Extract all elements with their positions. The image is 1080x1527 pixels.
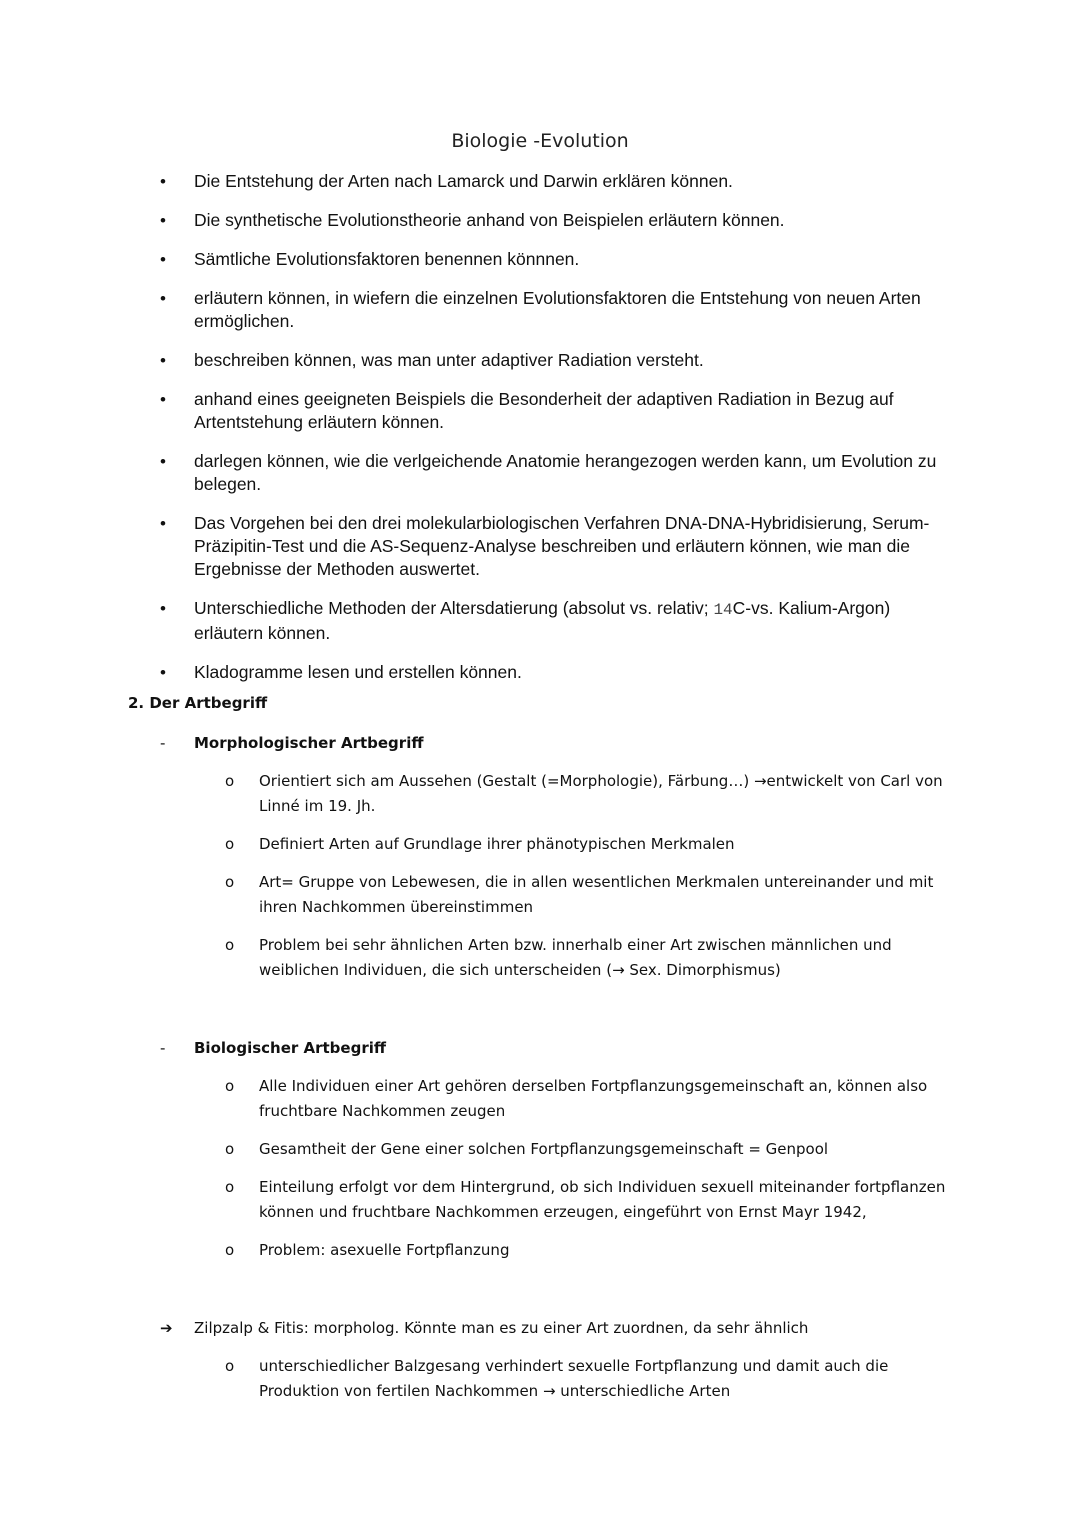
bullet-icon: • [160, 172, 166, 191]
list-item: o Art= Gruppe von Lebewesen, die in allen wesentlichen Merkmalen untereinander und mit ihren Nachkommen übereinstimmen [0, 870, 1080, 920]
bullet-icon: • [160, 250, 166, 269]
objective-item: • Das Vorgehen bei den drei molekularbiologischen Verfahren DNA-DNA-Hybridisierung, Serum-Präzipitin-Test und die AS-Sequenz-Analyse beschreiben und erläutern können, wie man die Ergebnisse der Methoden auswertet. [160, 513, 930, 579]
objective-item: • Die synthetische Evolutionstheorie anhand von Beispielen erläutern können. [160, 210, 785, 230]
objective-item: • Kladogramme lesen und erstellen können. [160, 662, 522, 682]
circle-bullet-icon: o [225, 1178, 235, 1196]
circle-bullet-icon: o [225, 1077, 235, 1095]
circle-bullet-icon: o [225, 1357, 235, 1375]
bullet-icon: • [160, 390, 166, 409]
circle-bullet-icon: o [225, 1241, 235, 1259]
subsection-heading: - Biologischer Artbegriff [0, 1036, 1080, 1061]
objective-item: • erläutern können, in wiefern die einzelnen Evolutionsfaktoren die Entstehung von neuen Arten ermöglichen. [160, 288, 921, 331]
biological-species-section [0, 1036, 1080, 1276]
bullet-icon: • [160, 289, 166, 308]
section-heading: 2. Der Artbegriff [128, 694, 268, 712]
bullet-icon: • [160, 599, 166, 618]
example-line: ➔ Zilpzalp & Fitis: morpholog. Könnte man es zu einer Art zuordnen, da sehr ähnlich [0, 1316, 1080, 1341]
bullet-icon: • [160, 452, 166, 471]
list-item: o Einteilung erfolgt vor dem Hintergrund, ob sich Individuen sexuell miteinander fortpflanzen können und fruchtbare Nachkommen erzeugen, eingeführt von Ernst Mayr 1942, [0, 1175, 1080, 1225]
circle-bullet-icon: o [225, 873, 235, 891]
list-item: o Orientiert sich am Aussehen (Gestalt (=Morphologie), Färbung…) →entwickelt von Carl von Linné im 19. Jh. [0, 769, 1080, 819]
objective-item: • darlegen können, wie die verlgeichende Anatomie herangezogen werden kann, um Evolution zu belegen. [160, 451, 937, 494]
example-section [0, 1316, 1080, 1417]
dash-icon: - [160, 734, 166, 752]
arrow-right-icon: ➔ [160, 1319, 173, 1337]
list-item: o unterschiedlicher Balzgesang verhindert sexuelle Fortpflanzung und damit auch die Produktion von fertilen Nachkommen → unterschiedliche Arten [0, 1354, 1080, 1404]
bullet-icon: • [160, 211, 166, 230]
dash-icon: - [160, 1039, 166, 1057]
objective-item: • Die Entstehung der Arten nach Lamarck und Darwin erklären können. [160, 171, 733, 191]
circle-bullet-icon: o [225, 1140, 235, 1158]
circle-bullet-icon: o [225, 936, 235, 954]
page-title: Biologie -Evolution [451, 130, 629, 152]
subsection-heading: - Morphologischer Artbegriff [0, 731, 1080, 756]
list-item: o Problem bei sehr ähnlichen Arten bzw. innerhalb einer Art zwischen männlichen und weiblichen Individuen, die sich unterscheiden (→ Sex. Dimorphismus) [0, 933, 1080, 983]
learning-objectives-list [0, 170, 1080, 700]
objective-item: • anhand eines geeigneten Beispiels die Besonderheit der adaptiven Radiation in Bezug auf Artentstehung erläutern können. [160, 389, 894, 432]
morphological-species-section [0, 731, 1080, 996]
circle-bullet-icon: o [225, 772, 235, 790]
list-item: o Gesamtheit der Gene einer solchen Fortpflanzungsgemeinschaft = Genpool [0, 1137, 1080, 1162]
objective-item: • Unterschiedliche Methoden der Altersdatierung (absolut vs. relativ; 14C-vs. Kalium-Argon) erläutern können. [160, 598, 891, 643]
bullet-icon: • [160, 514, 166, 533]
list-item: o Alle Individuen einer Art gehören derselben Fortpflanzungsgemeinschaft an, können also fruchtbare Nachkommen zeugen [0, 1074, 1080, 1124]
list-item: o Problem: asexuelle Fortpflanzung [0, 1238, 1080, 1263]
bullet-icon: • [160, 663, 166, 682]
circle-bullet-icon: o [225, 835, 235, 853]
objective-item: • Sämtliche Evolutionsfaktoren benennen könnnen. [160, 249, 580, 269]
objective-item: • beschreiben können, was man unter adaptiver Radiation versteht. [160, 350, 704, 370]
list-item: o Definiert Arten auf Grundlage ihrer phänotypischen Merkmalen [0, 832, 1080, 857]
bullet-icon: • [160, 351, 166, 370]
